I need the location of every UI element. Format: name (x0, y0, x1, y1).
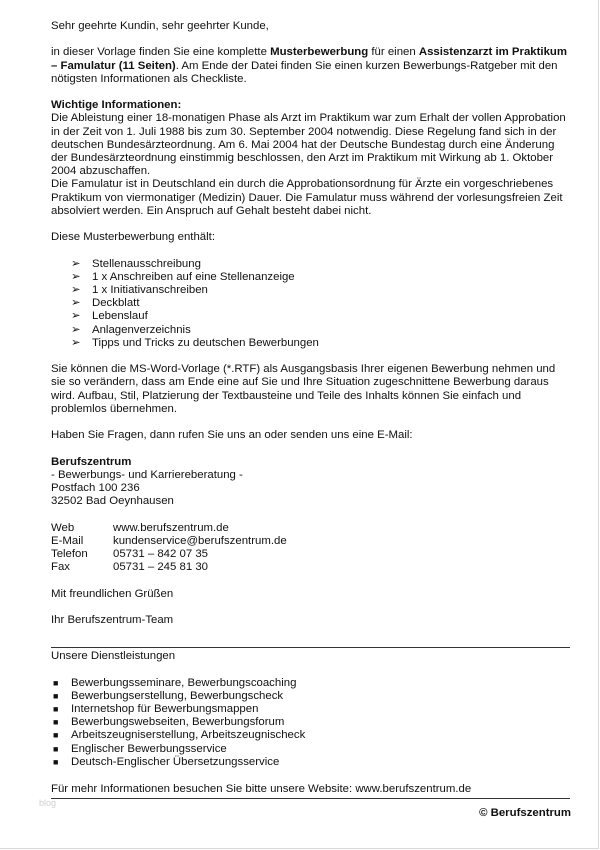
list-item: ➢ 1 x Initiativanschreiben (71, 284, 208, 296)
square-bullet-icon: ■ (53, 690, 59, 701)
arrow-bullet-icon: ➢ (71, 284, 81, 296)
watermark: blog (39, 798, 57, 808)
list-item: ■ Deutsch-Englischer Übersetzungsservice (53, 755, 280, 768)
services-heading: Unsere Dienstleistungen (51, 650, 176, 663)
services-list (51, 677, 571, 769)
company-tagline: - Bewerbungs- und Karriereberatung - (51, 468, 243, 481)
web-link[interactable]: www.berufszentrum.de (113, 521, 229, 534)
company-name: Berufszentrum (51, 455, 132, 468)
contact-label: Telefon (51, 548, 88, 560)
contents-heading: Diese Musterbewerbung enthält: (51, 231, 215, 244)
arrow-bullet-icon: ➢ (71, 310, 81, 323)
intro-emphasis-type: Musterbewerbung (270, 46, 369, 59)
section-divider (51, 647, 570, 648)
square-bullet-icon: ■ (53, 703, 59, 714)
contact-label: E-Mail (51, 534, 84, 547)
square-bullet-icon: ■ (53, 717, 59, 728)
letter-body (51, 20, 571, 769)
postbox: Postfach 100 236 (51, 482, 140, 494)
important-paragraph-1: Die Ableistung einer 18-monatigen Phase als Arzt im Praktikum war zum Erhalt der vollen Approbation in der Zeit von 1. Juli 1988 bis zum 30. September 2004 notwendig. Diese Regelung fand sich in der deutschen Bundesärzteordnung. Am 6. Mai 2004 hat der Deutsche Bundestag durch eine Änderung der Bundesärzteordnung einstimmig beschlossen, den Arzt im Praktikum mit Wirkung ab 1. Oktober 2004 abzuschaffen. (51, 112, 566, 178)
footer-divider (51, 798, 570, 799)
copyright: © Berufszentrum (479, 807, 571, 820)
important-heading: Wichtige Informationen: (51, 99, 182, 112)
arrow-bullet-icon: ➢ (71, 297, 81, 310)
signature: Ihr Berufszentrum-Team (51, 613, 174, 626)
list-item: ■ Bewerbungsseminare, Bewerbungscoaching (53, 676, 297, 689)
page-footer (51, 783, 571, 820)
list-item: ■ Englischer Bewerbungsservice (53, 742, 227, 755)
phone-number: 05731 – 842 07 35 (113, 548, 209, 560)
email-link[interactable]: kundenservice@berufszentrum.de (113, 534, 287, 547)
list-item: ➢ Anlagenverzeichnis (71, 323, 191, 336)
fax-number: 05731 – 245 81 30 (113, 561, 209, 574)
address-block (51, 456, 571, 509)
more-info-line: Für mehr Informationen besuchen Sie bitte unsere Website: www.berufszentrum.de (51, 783, 472, 795)
intro-paragraph: in dieser Vorlage finden Sie eine komplette Musterbewerbung für einen Assistenzarzt im Praktikum – Famulatur (11 Seiten). Am Ende der Datei finden Sie einen kurzen Bewerbungs-Ratgeber mit den nötigsten Informationen als Checkliste. (51, 46, 568, 85)
city: 32502 Bad Oeynhausen (51, 495, 174, 508)
square-bullet-icon: ■ (53, 677, 59, 688)
arrow-bullet-icon: ➢ (71, 270, 81, 283)
contents-list (51, 258, 571, 350)
contact-label: Fax (51, 561, 70, 574)
intro-emphasis-title: Assistenzarzt im Praktikum – Famulatur (11 Seiten) (51, 46, 568, 72)
list-item: ➢ Deckblatt (71, 297, 140, 310)
salutation: Sehr geehrte Kundin, sehr geehrter Kunde, (51, 20, 269, 32)
square-bullet-icon: ■ (53, 730, 59, 741)
list-item: ➢ Stellenausschreibung (71, 257, 201, 270)
square-bullet-icon: ■ (53, 743, 59, 754)
list-item: ■ Internetshop für Bewerbungsmappen (53, 702, 259, 715)
contact-table (51, 522, 571, 575)
usage-paragraph: Sie können die MS-Word-Vorlage (*.RTF) als Ausgangsbasis Ihrer eigenen Bewerbung nehmen und sie so verändern, dass am Ende eine auf Sie und Ihre Situation zugeschnittene Bewerbung daraus wird. Aufbau, Stil, Platzierung der Textbausteine und Teile des Inhalts können Sie einfach und problemlos übernehmen. (51, 363, 556, 415)
contact-label: Web (51, 521, 75, 534)
closing: Mit freundlichen Grüßen (51, 587, 174, 600)
important-paragraph-2: Die Famulatur ist in Deutschland ein durch die Approbationsordnung für Ärzte ein vorgeschriebenes Praktikum von viermonatiger (Medizin) Dauer. Die Famulatur muss während der vorlesungsfreien Zeit absolviert werden. Ein Anspruch auf Gehalt besteht dabei nicht. (51, 178, 563, 217)
questions-paragraph: Haben Sie Fragen, dann rufen Sie uns an oder senden uns eine E-Mail: (51, 429, 413, 442)
list-item: ■ Bewerbungswebseiten, Bewerbungsforum (53, 716, 285, 729)
arrow-bullet-icon: ➢ (71, 336, 81, 349)
list-item: ■ Bewerbungserstellung, Bewerbungscheck (53, 689, 284, 702)
arrow-bullet-icon: ➢ (71, 257, 81, 270)
arrow-bullet-icon: ➢ (71, 323, 81, 336)
square-bullet-icon: ■ (53, 756, 59, 767)
list-item: ➢ Tipps und Tricks zu deutschen Bewerbungen (71, 336, 319, 349)
list-item: ➢ Lebenslauf (71, 310, 148, 323)
list-item: ➢ 1 x Anschreiben auf eine Stellenanzeige (71, 270, 295, 283)
list-item: ■ Arbeitszeugniserstellung, Arbeitszeugnischeck (53, 729, 306, 742)
